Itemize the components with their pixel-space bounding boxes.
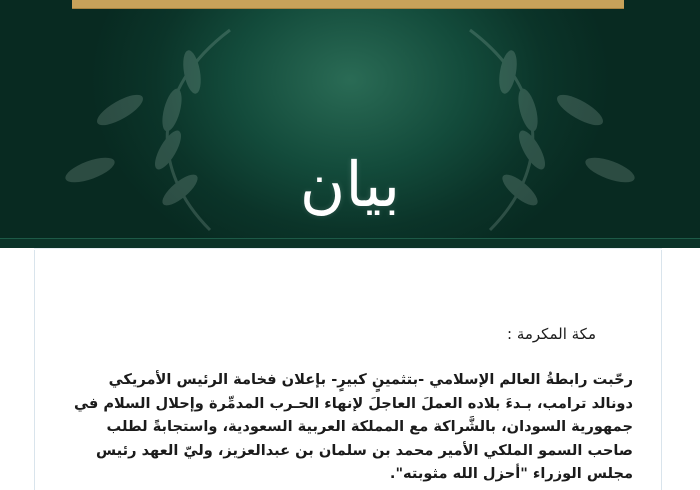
paragraph-line: مجلس الوزراء "أحزل الله مثوبته". bbox=[389, 465, 633, 482]
divider bbox=[34, 248, 662, 249]
dateline-location: مكة المكرمة : bbox=[507, 325, 596, 343]
paragraph-line: دونالد ترامب، بـدءَ بلاده العملَ العاجلَ لإنهاء الحـرب المدمِّرة وإحلال السلام في bbox=[73, 394, 633, 412]
paragraph-line: صاحب السمو الملكي الأمير محمد بن سلمان بن عبدالعزيز، وليّ العهد رئيس bbox=[96, 441, 633, 459]
banner-bottom-strip bbox=[0, 238, 700, 248]
paragraph-line: جمهورية السودان، بالشَّراكة مع المملكة العربية السعودية، واستجابةً لطلب bbox=[106, 418, 633, 435]
statement-paragraph bbox=[70, 368, 633, 486]
page-title: بيان bbox=[299, 148, 401, 221]
paragraph-line: رحّبت رابطةُ العالم الإسلامي -بتثمينٍ كبيرٍ- بإعلان فخامة الرئيس الأمريكي bbox=[108, 371, 633, 388]
